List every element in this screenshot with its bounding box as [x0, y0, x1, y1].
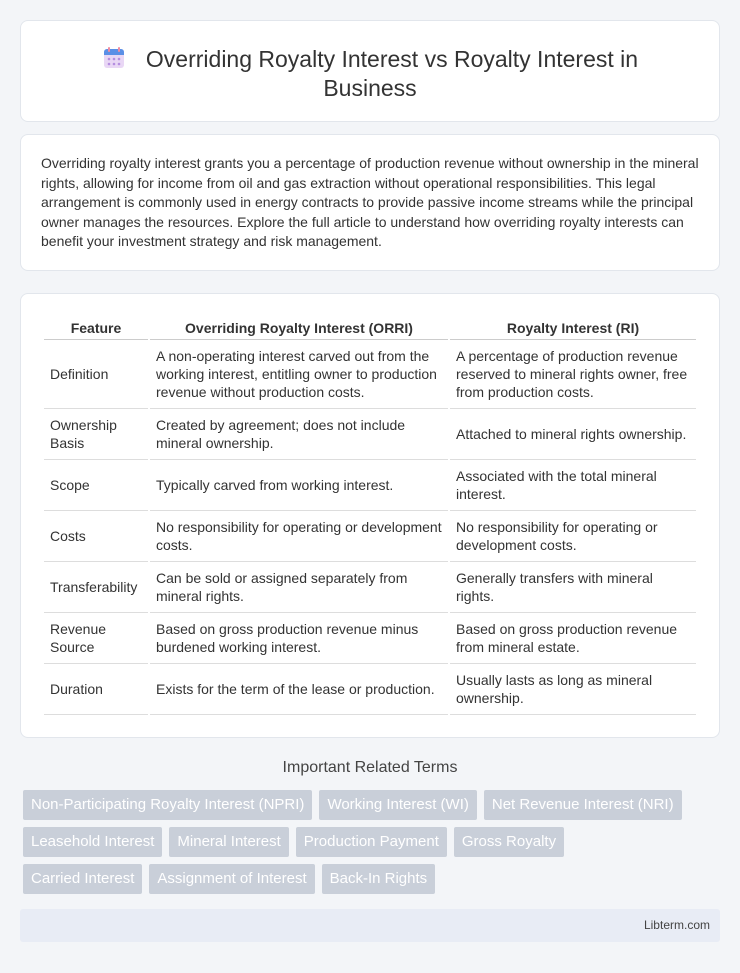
- cell-ri: Usually lasts as long as mineral ownership.: [450, 664, 696, 715]
- related-term-tag[interactable]: Back-In Rights: [322, 864, 436, 894]
- cell-ri: Based on gross production revenue from mineral estate.: [450, 613, 696, 664]
- table-row: [44, 409, 696, 460]
- intro-text: Overriding royalty interest grants you a percentage of production revenue without ownership in the mineral rights, allowing for income from oil and gas extraction without operational responsibilities. This legal arrangement is commonly used in energy contracts to provide passive income streams while the principal owner manages the resources. Explore the full article to understand how overriding royalty interests can benefit your investment strategy and risk management.: [41, 155, 699, 249]
- cell-orri: Exists for the term of the lease or production.: [150, 664, 448, 715]
- page-title: [21, 45, 719, 103]
- comparison-table: [42, 314, 698, 715]
- tag-row: [23, 790, 723, 820]
- related-term-tag[interactable]: Net Revenue Interest (NRI): [484, 790, 682, 820]
- cell-feature: Duration: [44, 664, 148, 715]
- related-term-tag[interactable]: Production Payment: [296, 827, 447, 857]
- cell-feature: Definition: [44, 340, 148, 409]
- tag-row: [23, 827, 723, 857]
- related-term-tag[interactable]: Non-Participating Royalty Interest (NPRI): [23, 790, 312, 820]
- related-terms-list: [23, 790, 723, 901]
- cell-orri: Created by agreement; does not include mineral ownership.: [150, 409, 448, 460]
- comparison-table-card: [20, 293, 720, 738]
- header-orri: Overriding Royalty Interest (ORRI): [150, 314, 448, 340]
- title-line-1: Overriding Royalty Interest vs Royalty Interest in: [145, 46, 639, 72]
- cell-ri: Associated with the total mineral interest.: [450, 460, 696, 511]
- table-row: [44, 562, 696, 613]
- related-term-tag[interactable]: Gross Royalty: [454, 827, 564, 857]
- intro-card: [20, 134, 720, 271]
- footer: [20, 909, 720, 942]
- footer-site-link[interactable]: Libterm.com: [643, 918, 710, 932]
- table-row: [44, 460, 696, 511]
- table-row: [44, 511, 696, 562]
- related-term-tag[interactable]: Leasehold Interest: [23, 827, 162, 857]
- cell-orri: No responsibility for operating or development costs.: [150, 511, 448, 562]
- table-row: [44, 613, 696, 664]
- header-ri: Royalty Interest (RI): [450, 314, 696, 340]
- header-feature: Feature: [44, 314, 148, 340]
- cell-feature: Revenue Source: [44, 613, 148, 664]
- table-row: [44, 340, 696, 409]
- related-term-tag[interactable]: Carried Interest: [23, 864, 142, 894]
- cell-feature: Costs: [44, 511, 148, 562]
- related-term-tag[interactable]: Mineral Interest: [169, 827, 288, 857]
- related-term-tag[interactable]: Assignment of Interest: [149, 864, 314, 894]
- cell-ri: Generally transfers with mineral rights.: [450, 562, 696, 613]
- cell-ri: A percentage of production revenue reserved to mineral rights owner, free from production costs.: [450, 340, 696, 409]
- cell-orri: Typically carved from working interest.: [150, 460, 448, 511]
- related-terms-title: Important Related Terms: [282, 759, 458, 776]
- related-term-tag[interactable]: Working Interest (WI): [319, 790, 476, 820]
- title-line-2: Business: [323, 75, 417, 101]
- cell-feature: Ownership Basis: [44, 409, 148, 460]
- tag-row: [23, 864, 723, 894]
- table-header-row: [44, 314, 696, 340]
- cell-orri: A non-operating interest carved out from the working interest, entitling owner to production revenue without production costs.: [150, 340, 448, 409]
- header-card: [20, 20, 720, 122]
- calendar-icon: [102, 46, 126, 70]
- cell-ri: No responsibility for operating or development costs.: [450, 511, 696, 562]
- cell-feature: Scope: [44, 460, 148, 511]
- table-row: [44, 664, 696, 715]
- cell-ri: Attached to mineral rights ownership.: [450, 409, 696, 460]
- cell-orri: Based on gross production revenue minus burdened working interest.: [150, 613, 448, 664]
- cell-feature: Transferability: [44, 562, 148, 613]
- cell-orri: Can be sold or assigned separately from mineral rights.: [150, 562, 448, 613]
